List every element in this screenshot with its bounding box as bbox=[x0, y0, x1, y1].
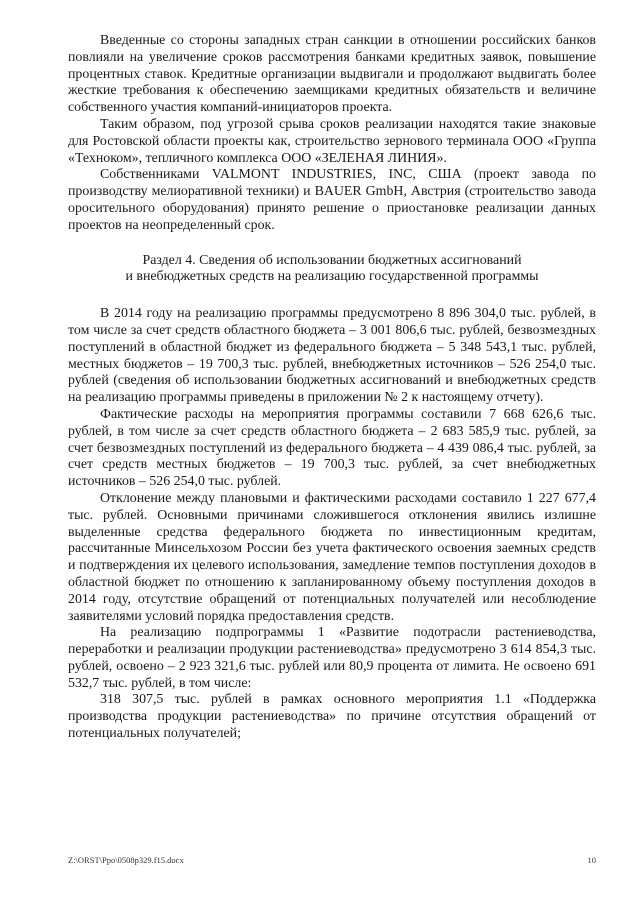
section-heading-line: и внебюджетных средств на реализацию государственной программы bbox=[125, 269, 539, 285]
paragraph: Таким образом, под угрозой срыва сроков реализации находятся такие знаковые для Ростовской области проекты как, строительство зернового терминала ООО «Группа «Техноком», тепличного комплекса ООО «ЗЕЛЕНАЯ ЛИНИЯ». bbox=[68, 116, 596, 166]
paragraph: Фактические расходы на мероприятия программы составили 7 668 626,6 тыс. рублей, в том числе за счет средств областного бюджета – 2 683 585,9 тыс. рублей, за счет безвозмездных поступлений из федерального бюджета – 4 439 086,4 тыс. рублей, за счет средств местных бюджетов – 19 700,3 тыс. рублей, за счет внебюджетных источников – 526 254,0 тыс. рублей. bbox=[68, 406, 596, 490]
page-number: 10 bbox=[587, 855, 596, 865]
paragraph: Введенные со стороны западных стран санкции в отношении российских банков повлияли на увеличение сроков рассмотрения банками кредитных заявок, повышение процентных ставок. Кредитные организации выдвигали и продолжают выдвигать более жесткие требования к обеспечению заемщиками кредитных обязательств и величине собственного участия компаний-инициаторов проекта. bbox=[68, 33, 596, 116]
paragraph: Отклонение между плановыми и фактическими расходами составило 1 227 677,4 тыс. рублей. Основными причинами сложившегося отклонения явились излишне выделенные средства федерального бюджета по инвестиционным кредитам, рассчитанные Минсельхозом России без учета фактического освоения заемных средств и подтверждения их целевого использования, замедление темпов поступления доходов в областной бюджет по отношению к запланированному объему поступления доходов в 2014 году, отсутствие обращений от потенциальных получателей или несоблюдение заявителями условий порядка предоставления средств. bbox=[68, 490, 596, 624]
paragraph: В 2014 году на реализацию программы предусмотрено 8 896 304,0 тыс. рублей, в том числе за счет средств областного бюджета – 3 001 806,6 тыс. рублей, безвозмездных поступлений в областной бюджет из федерального бюджета – 5 348 543,1 тыс. рублей, местных бюджетов – 19 700,3 тыс. рублей, внебюджетных источников – 526 254,0 тыс. рублей (сведения об использовании бюджетных ассигнований и внебюджетных средств на реализацию программы приведены в приложении № 2 к настоящему отчету). bbox=[68, 306, 596, 406]
section-heading-line: Раздел 4. Сведения об использовании бюджетных ассигнований bbox=[142, 252, 522, 268]
footer-file-path: Z:\ORST\Ppo\0508p329.f15.docx bbox=[68, 855, 184, 865]
document-body bbox=[68, 33, 596, 743]
paragraph: Собственниками VALMONT INDUSTRIES, INC, США (проект завода по производству мелиоративной техники) и BAUER GmbH, Австрия (строительство завода оросительного оборудования) принято решение о приостановке реализации данных проектов на неопределенный срок. bbox=[68, 167, 596, 233]
paragraph: 318 307,5 тыс. рублей в рамках основного мероприятия 1.1 «Поддержка производства продукции растениеводства» по причине отсутствия обращений от потенциальных получателей; bbox=[68, 692, 596, 742]
section-heading bbox=[68, 253, 596, 287]
paragraph: На реализацию подпрограммы 1 «Развитие подотрасли растениеводства, переработки и реализации продукции растениеводства» предусмотрено 3 614 854,3 тыс. рублей, освоено – 2 923 321,6 тыс. рублей или 80,9 процента от лимита. Не освоено 691 532,7 тыс. рублей, в том числе: bbox=[68, 625, 596, 691]
